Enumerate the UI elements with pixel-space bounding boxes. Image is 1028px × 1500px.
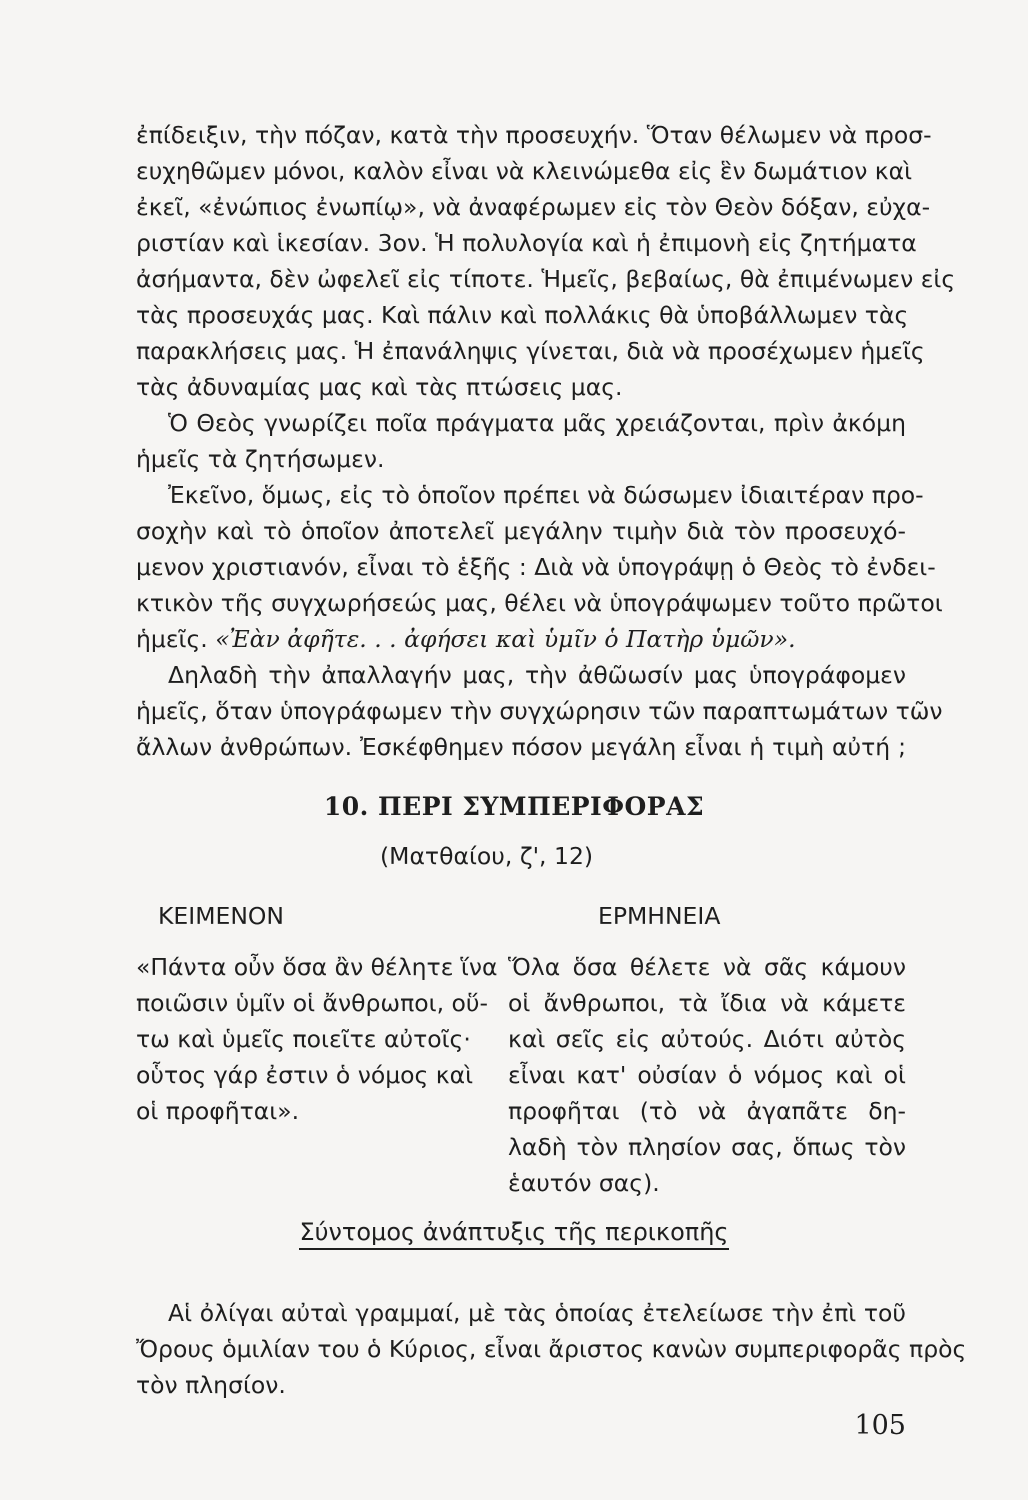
text-line: ἐκεῖ, «ἐνώπιος ἐνωπίῳ», νὰ ἀναφέρωμεν εἰς τὸν Θεὸν δόξαν, εὐχα- — [136, 193, 931, 221]
right-column-line: Ὅλα ὅσα θέλετε νὰ σᾶς κάμουν — [508, 953, 906, 981]
text-line: τὸν πλησίον. — [136, 1371, 286, 1399]
text-line: σοχὴν καὶ τὸ ὁποῖον ἀποτελεῖ μεγάλην τιμὴν διὰ τὸν προσευχό- — [136, 517, 906, 545]
section-heading-text: Σύντομος ἀνάπτυξις τῆς περικοπῆς — [299, 1218, 728, 1250]
text-line: μενον χριστιανόν, εἶναι τὸ ἑξῆς : Διὰ νὰ ὑπογράψῃ ὁ Θεὸς τὸ ἐνδει- — [136, 553, 936, 581]
text-line: ευχηθῶμεν μόνοι, καλὸν εἶναι νὰ κλεινώμεθα εἰς ἓν δωμάτιον καὶ — [136, 157, 913, 185]
text-line: ἄλλων ἀνθρώπων. Ἐσκέφθημεν πόσον μεγάλη εἶναι ἡ τιμὴ αὐτή ; — [136, 733, 906, 761]
right-column-line: προφῆται (τὸ νὰ ἀγαπᾶτε δη- — [508, 1097, 906, 1125]
text-line: τὰς προσευχάς μας. Καὶ πάλιν καὶ πολλάκις θὰ ὑποβάλλωμεν τὰς — [136, 301, 909, 329]
text-line: Ἐκεῖνο, ὅμως, εἰς τὸ ὁποῖον πρέπει νὰ δώσωμεν ἰδιαιτέραν προ- — [168, 481, 924, 509]
left-column-heading: ΚΕΙΜΕΝΟΝ — [158, 902, 284, 930]
chapter-title: 10. ΠΕΡΙ ΣΥΜΠΕΡΙΦΟΡΑΣ — [323, 792, 705, 821]
left-column-line: τω καὶ ὑμεῖς ποιεῖτε αὐτοῖς· — [136, 1025, 471, 1053]
scripture-quote: «Ἐὰν ἀφῆτε. . . ἀφήσει καὶ ὑμῖν ὁ Πατὴρ ὑμῶν». — [215, 625, 796, 653]
text-line: ἡμεῖς τὰ ζητήσωμεν. — [136, 445, 385, 473]
text-line: ἡμεῖς, ὅταν ὑπογράφωμεν τὴν συγχώρησιν τῶν παραπτωμάτων τῶν — [136, 697, 943, 725]
right-column-heading: ΕΡΜΗΝΕΙΑ — [598, 902, 721, 930]
text-line: τὰς ἀδυναμίας μας καὶ τὰς πτώσεις μας. — [136, 373, 623, 401]
text-line: Ὁ Θεὸς γνωρίζει ποῖα πράγματα μᾶς χρειάζονται, πρὶν ἀκόμη — [168, 409, 906, 437]
right-column-line: εἶναι κατ' οὐσίαν ὁ νόμος καὶ οἱ — [508, 1061, 906, 1089]
page-number: 105 — [854, 1410, 906, 1441]
text-fragment: ἡμεῖς. — [136, 625, 216, 653]
right-column-line: οἱ ἄνθρωποι, τὰ ἴδια νὰ κάμετε — [508, 989, 906, 1017]
left-column-line: οἱ προφῆται». — [136, 1097, 300, 1125]
left-column-line: «Πάντα οὖν ὅσα ἂν θέλητε ἵνα — [136, 953, 498, 981]
text-line: ἐπίδειξιν, τὴν πόζαν, κατὰ τὴν προσευχήν. Ὅταν θέλωμεν νὰ προσ- — [136, 121, 932, 149]
left-column-line: οὗτος γάρ ἐστιν ὁ νόμος καὶ — [136, 1061, 474, 1089]
text-line: Αἱ ὀλίγαι αὐταὶ γραμμαί, μὲ τὰς ὁποίας ἐτελείωσε τὴν ἐπὶ τοῦ — [168, 1299, 906, 1327]
text-line-quote — [136, 622, 906, 656]
text-line: κτικὸν τῆς συγχωρήσεώς μας, θέλει νὰ ὑπογράψωμεν τοῦτο πρῶτοι — [136, 589, 943, 617]
text-line: Δηλαδὴ τὴν ἀπαλλαγήν μας, τὴν ἀθῶωσίν μας ὑπογράφομεν — [168, 661, 906, 689]
right-column-line: ἑαυτόν σας). — [508, 1169, 660, 1197]
left-column-line: ποιῶσιν ὑμῖν οἱ ἄνθρωποι, οὕ- — [136, 989, 488, 1017]
section-heading — [0, 1218, 1028, 1246]
text-line: παρακλήσεις μας. Ἡ ἐπανάληψις γίνεται, διὰ νὰ προσέχωμεν ἡμεῖς — [136, 337, 925, 365]
text-line: Ὄρους ὁμιλίαν του ὁ Κύριος, εἶναι ἄριστος κανὼν συμπεριφορᾶς πρὸς — [136, 1335, 967, 1363]
right-column-line: λαδὴ τὸν πλησίον σας, ὅπως τὸν — [508, 1133, 906, 1161]
chapter-subtitle: (Ματθαίου, ζ', 12) — [380, 842, 594, 870]
text-line: ἀσήμαντα, δὲν ὠφελεῖ εἰς τίποτε. Ἡμεῖς, βεβαίως, θὰ ἐπιμένωμεν εἰς — [136, 265, 956, 293]
right-column-line: καὶ σεῖς εἰς αὐτούς. Διότι αὐτὸς — [508, 1025, 906, 1053]
text-line: ριστίαν καὶ ἱκεσίαν. 3ον. Ἡ πολυλογία καὶ ἡ ἐπιμονὴ εἰς ζητήματα — [136, 229, 917, 257]
